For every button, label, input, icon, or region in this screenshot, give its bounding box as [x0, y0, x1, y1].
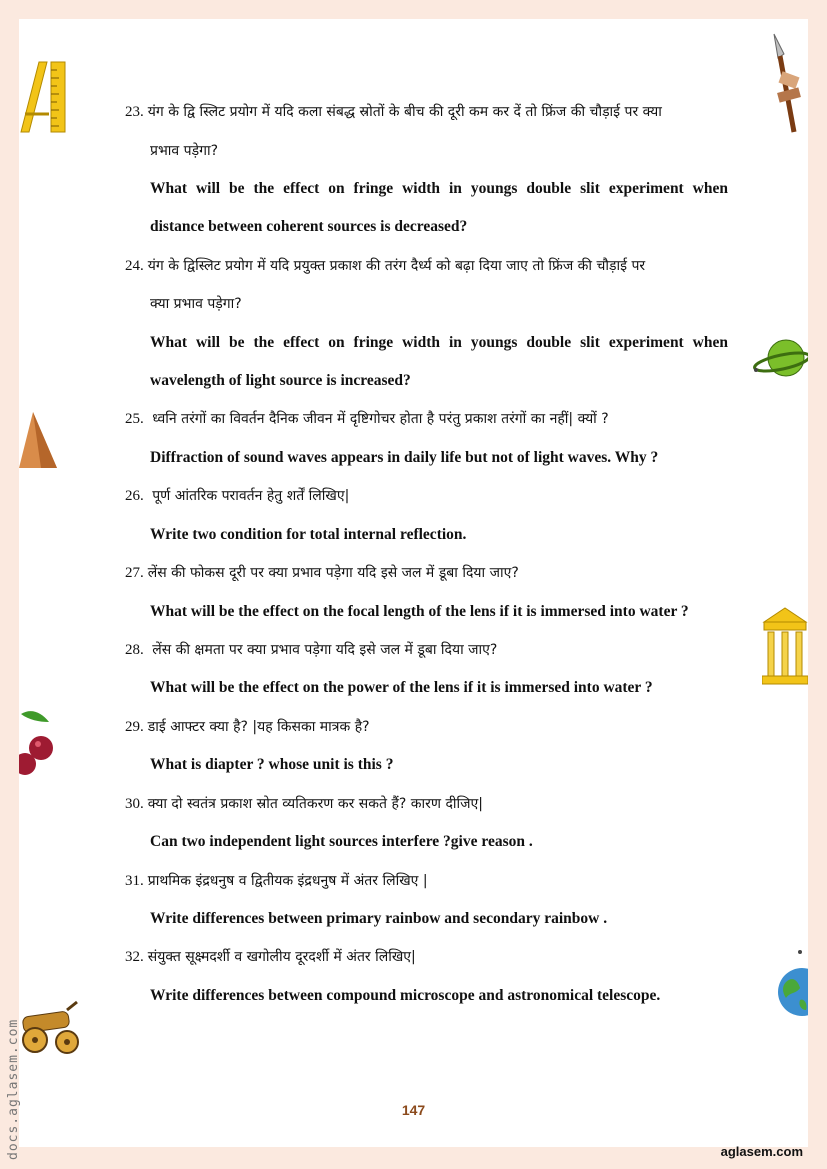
- brand-watermark[interactable]: aglasem.com: [720, 1144, 803, 1159]
- question-28-english: What will be the effect on the power of the lens if it is immersed into water ?: [150, 679, 653, 696]
- question-number: 30.: [125, 796, 144, 812]
- question-hindi-text: डाई आफ्टर क्या है? |यह किसका मात्रक है?: [147, 719, 370, 735]
- question-28-hindi: [125, 640, 727, 660]
- question-hindi-text: यंग के द्विस्लिट प्रयोग में यदि प्रयुक्त प्रकाश की तरंग दैर्ध्य को बढ़ा दिया जाए तो फ्रिंज की चौड़ाई पर: [147, 258, 646, 274]
- question-23-english-line-2: distance between coherent sources is decreased?: [150, 218, 468, 235]
- question-number: 31.: [125, 873, 144, 889]
- spear-icon: [768, 32, 808, 136]
- question-30-hindi: [125, 794, 727, 814]
- question-number: 32.: [125, 949, 144, 965]
- side-watermark: docs.aglasem.com: [6, 1018, 21, 1160]
- question-23-english-line-1: What will be the effect on fringe width in youngs double slit experiment when: [150, 180, 728, 197]
- question-26-english: Write two condition for total internal reflection.: [150, 526, 467, 543]
- question-29-hindi: [125, 717, 727, 737]
- question-hindi-text: यंग के द्वि स्लिट प्रयोग में यदि कला संबद्ध स्रोतों के बीच की दूरी कम कर दें तो फ्रिंज की चौड़ाई पर क्या: [147, 104, 662, 120]
- question-23-hindi: [125, 102, 727, 122]
- planet-icon: [752, 336, 808, 382]
- question-hindi-text: क्या दो स्वतंत्र प्रकाश स्रोत व्यतिकरण कर सकते हैं? कारण दीजिए|: [147, 796, 483, 812]
- question-31-hindi: [125, 871, 727, 891]
- question-hindi-text: ध्वनि तरंगों का विवर्तन दैनिक जीवन में दृष्टिगोचर होता है परंतु प्रकाश तरंगों का नहीं| क्यों ?: [147, 411, 609, 427]
- question-26-hindi: [125, 486, 727, 506]
- question-hindi-text: प्राथमिक इंद्रधनुष व द्वितीयक इंद्रधनुष में अंतर लिखिए |: [147, 873, 428, 889]
- globe-icon: [776, 948, 808, 1020]
- pillar-icon: [762, 606, 808, 686]
- question-hindi-text: पूर्ण आंतरिक परावर्तन हेतु शर्तें लिखिए|: [147, 488, 350, 504]
- question-number: 25.: [125, 411, 144, 427]
- question-25-english: Diffraction of sound waves appears in daily life but not of light waves. Why ?: [150, 449, 659, 466]
- cherries-icon: [19, 708, 57, 778]
- pyramid-icon: [19, 410, 59, 470]
- question-24-english-line-2: wavelength of light source is increased?: [150, 372, 411, 389]
- question-number: 27.: [125, 565, 144, 581]
- page-number: 147: [401, 1102, 426, 1118]
- question-25-hindi: [125, 409, 727, 429]
- question-hindi-text: संयुक्त सूक्ष्मदर्शी व खगोलीय दूरदर्शी में अंतर लिखिए|: [147, 949, 416, 965]
- question-24-hindi: [125, 256, 727, 276]
- question-27-english: What will be the effect on the focal length of the lens if it is immersed into water ?: [150, 603, 689, 620]
- question-number: 26.: [125, 488, 144, 504]
- question-number: 23.: [125, 104, 144, 120]
- question-31-english: Write differences between primary rainbow and secondary rainbow .: [150, 910, 608, 927]
- cannon-icon: [19, 1000, 83, 1058]
- ruler-icon: [19, 58, 67, 134]
- question-30-english: Can two independent light sources interfere ?give reason .: [150, 833, 533, 850]
- question-23-hindi-continued: प्रभाव पड़ेगा?: [150, 143, 219, 159]
- question-number: 29.: [125, 719, 144, 735]
- question-32-hindi: [125, 947, 727, 967]
- question-hindi-text: लेंस की फोकस दूरी पर क्या प्रभाव पड़ेगा यदि इसे जल में डूबा दिया जाए?: [147, 565, 519, 581]
- question-hindi-text: लेंस की क्षमता पर क्या प्रभाव पड़ेगा यदि इसे जल में डूबा दिया जाए?: [147, 642, 498, 658]
- question-27-hindi: [125, 563, 727, 583]
- question-number: 28.: [125, 642, 144, 658]
- question-32-english: Write differences between compound microscope and astronomical telescope.: [150, 987, 661, 1004]
- question-29-english: What is diapter ? whose unit is this ?: [150, 756, 394, 773]
- question-24-hindi-continued: क्या प्रभाव पड़ेगा?: [150, 296, 242, 312]
- question-number: 24.: [125, 258, 144, 274]
- question-24-english-line-1: What will be the effect on fringe width in youngs double slit experiment when: [150, 334, 728, 351]
